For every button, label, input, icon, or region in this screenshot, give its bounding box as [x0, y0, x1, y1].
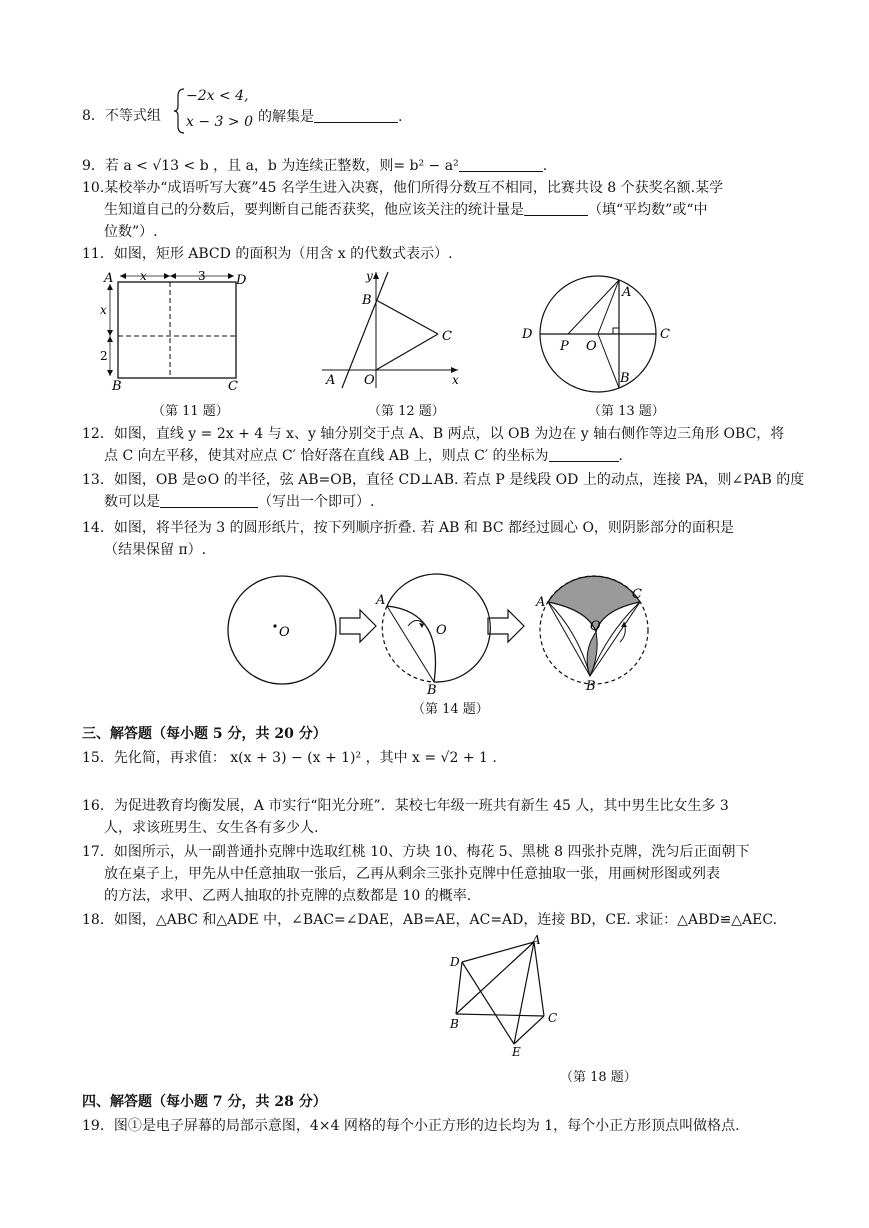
section-4-title: 四、解答题（每小题 7 分，共 28 分） — [82, 1094, 327, 1110]
label-C: C — [442, 329, 452, 344]
label-B: B — [362, 293, 372, 308]
figure-14-caption: （第 14 题） — [412, 702, 489, 717]
label-B: B — [620, 371, 630, 386]
inequality-2: x − 3 > 0 — [186, 114, 253, 130]
figure-11 — [98, 266, 258, 396]
question-11: 11．如图，矩形 ABCD 的面积为（用含 x 的代数式表示）. — [82, 246, 453, 262]
answer-blank[interactable] — [314, 108, 398, 123]
inequality-1: −2x < 4, — [186, 88, 249, 104]
label-two: 2 — [100, 349, 108, 363]
section-3-title: 三、解答题（每小题 5 分，共 20 分） — [82, 726, 327, 742]
label-B-2: B — [427, 683, 437, 698]
answer-blank[interactable] — [524, 201, 588, 216]
label-C: C — [660, 327, 670, 342]
label-B: B — [112, 379, 122, 394]
question-16: 16．为促进教育均衡发展，A 市实行“阳光分班”．某校七年级一班共有新生 45 人，其中男生比女生多 3 — [82, 798, 729, 814]
answer-blank[interactable] — [549, 447, 619, 462]
label-O: O — [586, 339, 597, 354]
question-8: 8．不等式组 — [82, 108, 161, 124]
question-18: 18．如图，△ABC 和△ADE 中，∠BAC=∠DAE，AB=AE，AC=AD，连接 BD，CE. 求证：△ABD≌△AEC. — [82, 912, 778, 928]
figure-12-caption: （第 12 题） — [368, 404, 445, 419]
question-14: 14．如图，将半径为 3 的圆形纸片，按下列顺序折叠. 若 AB 和 BC 都经过圆心 O，则阴影部分的面积是 — [82, 520, 734, 536]
question-17-line2: 放在桌子上，甲先从中任意抽取一张后，乙再从剩余三张扑克牌中任意抽取一张，用画树形图或列表 — [104, 866, 720, 882]
question-10: 10.某校举办“成语听写大赛”45 名学生进入决赛，他们所得分数互不相同，比赛共设 8 个获奖名额.某学 — [82, 180, 724, 196]
label-D: D — [450, 955, 460, 969]
question-17-line3: 的方法，求甲、乙两人抽取的扑克牌的点数都是 10 的概率. — [104, 888, 472, 904]
figure-14 — [222, 570, 652, 696]
label-C: C — [548, 1011, 558, 1025]
brace-icon — [172, 86, 186, 136]
label-C-3: C — [632, 587, 642, 602]
label-D: D — [236, 273, 247, 288]
question-14-line2: （结果保留 π）. — [104, 542, 207, 558]
label-A: A — [104, 271, 114, 286]
label-A-2: A — [376, 593, 386, 608]
figure-13-caption: （第 13 题） — [588, 404, 665, 419]
label-A: A — [622, 285, 632, 300]
figure-11-caption: （第 11 题） — [152, 404, 229, 419]
arrow-right-icon — [488, 610, 524, 642]
label-x: x — [452, 373, 459, 387]
label-O-1: O — [279, 625, 290, 640]
arrow-right-icon — [340, 610, 376, 642]
label-O-3: O — [590, 619, 601, 634]
figure-18 — [446, 930, 570, 1060]
label-D: D — [522, 327, 533, 342]
question-8-tail: 的解集是 . — [258, 109, 403, 125]
figure-12 — [318, 266, 468, 396]
label-A: A — [326, 373, 336, 388]
label-x-top: x — [140, 269, 147, 283]
label-A: A — [532, 933, 541, 947]
question-12-line2: 点 C 向左平移，使其对应点 C′ 恰好落在直线 AB 上，则点 C′ 的坐标为 . — [104, 448, 623, 464]
label-y: y — [366, 269, 373, 283]
question-19: 19．图①是电子屏幕的局部示意图，4×4 网格的每个小正方形的边长均为 1，每个小正方形顶点叫做格点. — [82, 1118, 740, 1134]
label-E: E — [512, 1045, 521, 1059]
label-O: O — [364, 373, 375, 388]
question-15: 15．先化简，再求值： x(x + 3) − (x + 1)² ，其中 x = √2 + 1 . — [82, 750, 497, 766]
question-10-line2: 生知道自己的分数后，要判断自己能否获奖，他应该关注的统计量是 （填“平均数”或“中 — [104, 202, 708, 218]
question-17: 17．如图所示，从一副普通扑克牌中选取红桃 10、方块 10、梅花 5、黑桃 8 四张扑克牌，洗匀后正面朝下 — [82, 844, 750, 860]
label-C: C — [228, 379, 238, 394]
label-x-side: x — [100, 303, 107, 317]
figure-13 — [518, 272, 668, 396]
label-three: 3 — [198, 269, 206, 283]
label-O-2: O — [436, 623, 447, 638]
question-13: 13．如图，OB 是⊙O 的半径，弦 AB=OB，直径 CD⊥AB. 若点 P 是线段 OD 上的动点，连接 PA，则∠PAB 的度 — [82, 472, 805, 488]
question-16-line2: 人，求该班男生、女生各有多少人. — [104, 820, 319, 836]
label-A-3: A — [536, 595, 546, 610]
question-12: 12．如图，直线 y = 2x + 4 与 x、y 轴分别交于点 A、B 两点，以 OB 为边在 y 轴右侧作等边三角形 OBC，将 — [82, 426, 785, 442]
answer-blank[interactable] — [459, 157, 543, 172]
question-9: 9．若 a < √13 < b ，且 a，b 为连续正整数，则= b² − a² . — [82, 158, 548, 174]
label-P: P — [560, 339, 569, 354]
label-B: B — [450, 1017, 459, 1031]
answer-blank[interactable] — [160, 493, 258, 508]
label-B-3: B — [586, 679, 596, 694]
figure-18-caption: （第 18 题） — [560, 1070, 637, 1085]
question-13-line2: 数可以是 （写出一个即可）. — [104, 494, 375, 510]
question-10-line3: 位数”）. — [104, 224, 158, 240]
